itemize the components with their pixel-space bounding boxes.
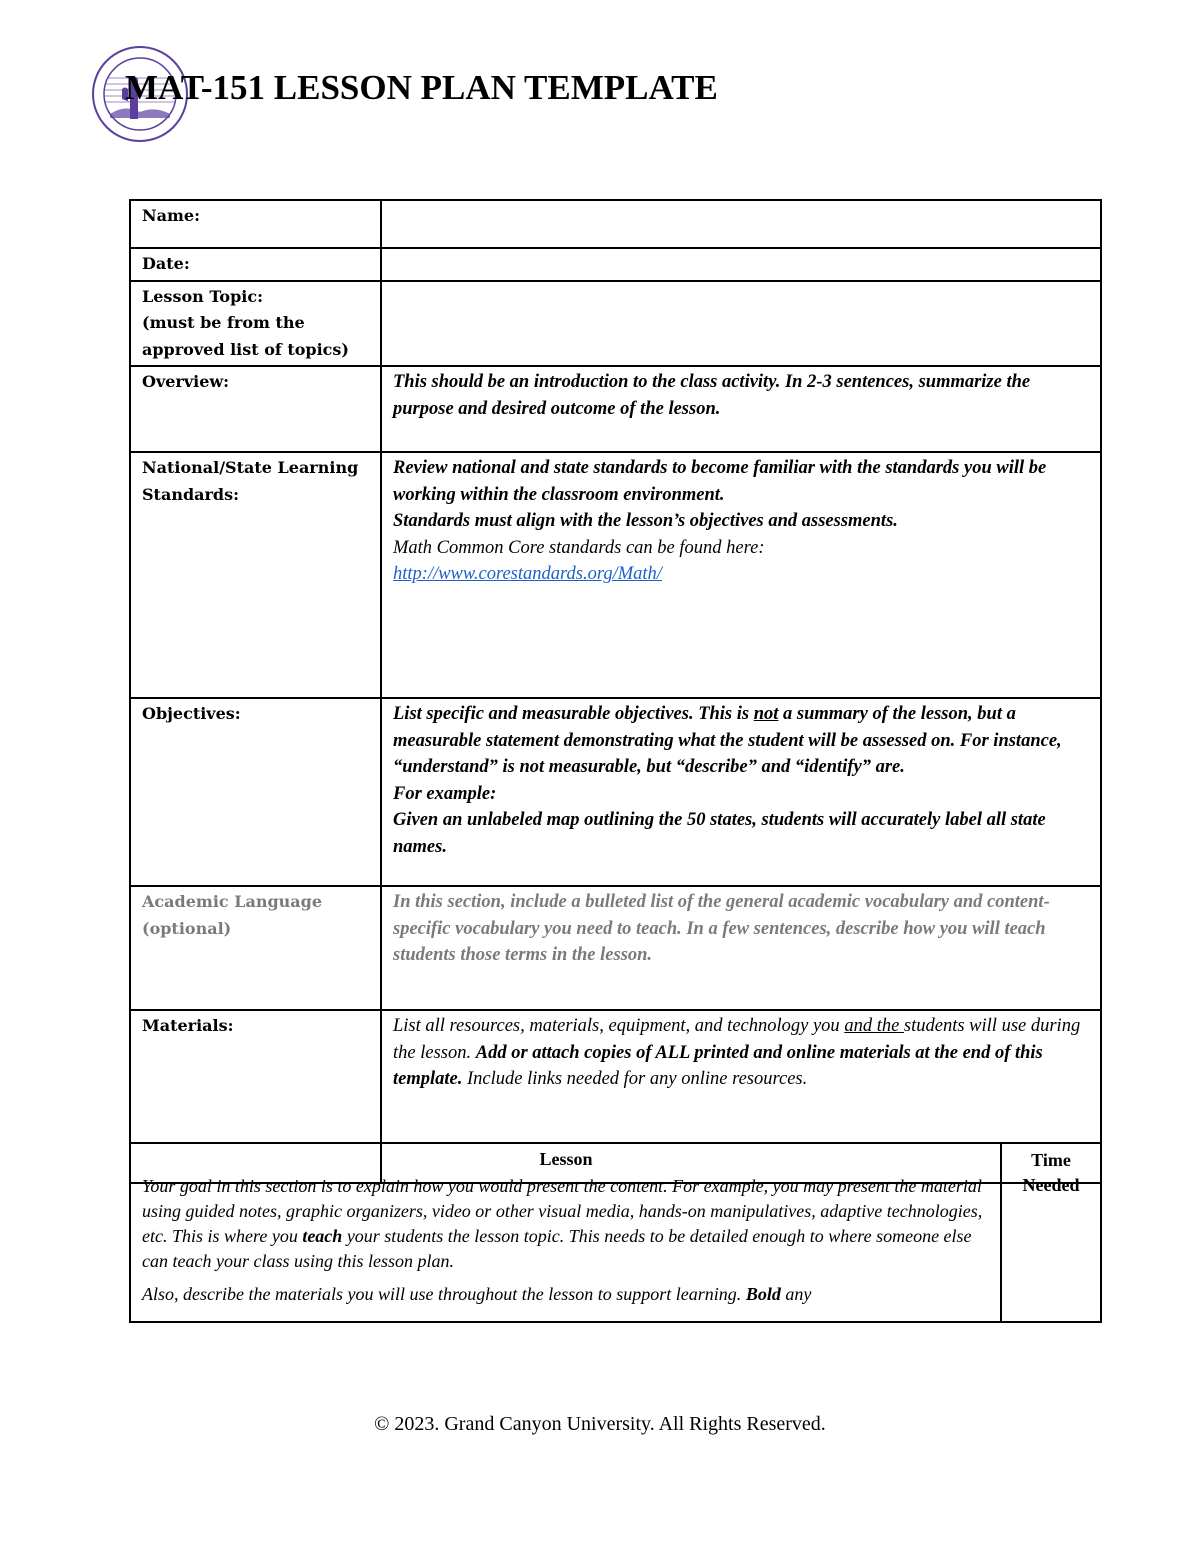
table-row-objectives (130, 698, 1101, 886)
materials-text: Include links needed for any online resources. (462, 1069, 808, 1089)
table-row-overview (130, 366, 1101, 452)
objectives-example-label: For example: (393, 783, 497, 804)
lesson-materials-note (142, 1282, 990, 1307)
objectives-text: a summary of the lesson, but a measurable statement demonstrating what the student will be assessed on. For instance, “understand” is not measurable, but “describe” and “identify” are. (393, 704, 1062, 777)
academic-language-instructions: In this section, include a bulleted list of the general academic vocabulary and content-specific vocabulary you need to teach. In a few sentences, describe how you will teach students those terms in the lesson. (393, 892, 1050, 965)
copyright-footer: © 2023. Grand Canyon University. All Rights Reserved. (374, 1413, 826, 1435)
lesson-emphasis: teach (302, 1226, 343, 1246)
lesson-header: Lesson (539, 1149, 593, 1169)
lesson-table (129, 1142, 1102, 1323)
lesson-info-table (129, 199, 1102, 1184)
standards-alignment-note: Standards must align with the lesson’s objectives and assessments. (393, 511, 898, 531)
standards-label-line: National/State Learning (142, 458, 359, 477)
materials-emphasis: and the (844, 1016, 904, 1036)
standards-label (130, 452, 381, 698)
standards-field[interactable] (381, 452, 1101, 698)
corestandards-link[interactable]: http://www.corestandards.org/Math/ (393, 564, 662, 584)
objectives-text: List specific and measurable objectives. This is (393, 704, 754, 724)
lesson-topic-label-line: (must be from the (142, 313, 305, 332)
overview-field[interactable] (381, 366, 1101, 452)
standards-label-line: Standards: (142, 484, 240, 504)
time-needed-header: Needed (1022, 1175, 1080, 1195)
lesson-text: your students the lesson topic. This needs to be detailed enough to where someone else can teach your class using this lesson plan. (142, 1226, 972, 1271)
materials-instructions (393, 1013, 1090, 1093)
lesson-text: Your goal in this section is to explain how you would present the content. For example, you may present the material using guided notes, graphic organizers, video or other visual media, hands-on manipulatives, adaptive technologies, etc. This is where you (142, 1176, 983, 1246)
materials-bold-note: Add or attach copies of ALL printed and online materials at the end of this template. (393, 1042, 1043, 1089)
materials-label: Materials: (130, 1010, 381, 1183)
name-field[interactable] (381, 200, 1101, 248)
table-row-academic-language (130, 886, 1101, 1010)
academic-language-field[interactable] (381, 886, 1101, 1010)
lesson-topic-label (130, 281, 381, 367)
lesson-instructions (142, 1174, 990, 1274)
overview-label: Overview: (130, 366, 381, 452)
lesson-field[interactable] (130, 1143, 1001, 1322)
lesson-text: any (780, 1284, 812, 1304)
academic-language-label-line: (optional) (142, 918, 232, 938)
lesson-topic-label-line: approved list of topics) (142, 339, 349, 359)
time-needed-column[interactable] (1001, 1143, 1101, 1322)
time-needed-header: Time (1031, 1150, 1071, 1170)
standards-source-note: Math Common Core standards can be found here: (393, 537, 765, 558)
table-row-name (130, 200, 1101, 248)
lesson-row (130, 1143, 1101, 1322)
lesson-emphasis: Bold (745, 1284, 781, 1304)
objectives-field[interactable] (381, 698, 1101, 886)
standards-instructions: Review national and state standards to become familiar with the standards you will be working within the classroom environment. (393, 458, 1047, 505)
lesson-text: Also, describe the materials you will use throughout the lesson to support learning. (142, 1284, 746, 1304)
objectives-emphasis: not (753, 704, 779, 724)
overview-instructions: This should be an introduction to the class activity. In 2-3 sentences, summarize the purpose and desired outcome of the lesson. (393, 372, 1031, 419)
objectives-instructions (393, 701, 1090, 781)
materials-text: students will use during the lesson. (393, 1016, 1081, 1063)
academic-language-label-line: Academic Language (142, 892, 323, 911)
materials-text: List all resources, materials, equipment, and technology you (393, 1016, 845, 1036)
table-row-standards (130, 452, 1101, 698)
objectives-example-text: Given an unlabeled map outlining the 50 states, students will accurately label all state names. (393, 810, 1046, 857)
name-label: Name: (130, 200, 381, 248)
lesson-topic-label-line: Lesson Topic: (142, 286, 263, 306)
table-row-lesson-topic (130, 281, 1101, 367)
objectives-label: Objectives: (130, 698, 381, 886)
date-label: Date: (130, 248, 381, 281)
page-title: MAT-151 LESSON PLAN TEMPLATE (125, 68, 718, 107)
academic-language-label (130, 886, 381, 1010)
date-field[interactable] (381, 248, 1101, 281)
lesson-topic-field[interactable] (381, 281, 1101, 367)
table-row-date (130, 248, 1101, 281)
